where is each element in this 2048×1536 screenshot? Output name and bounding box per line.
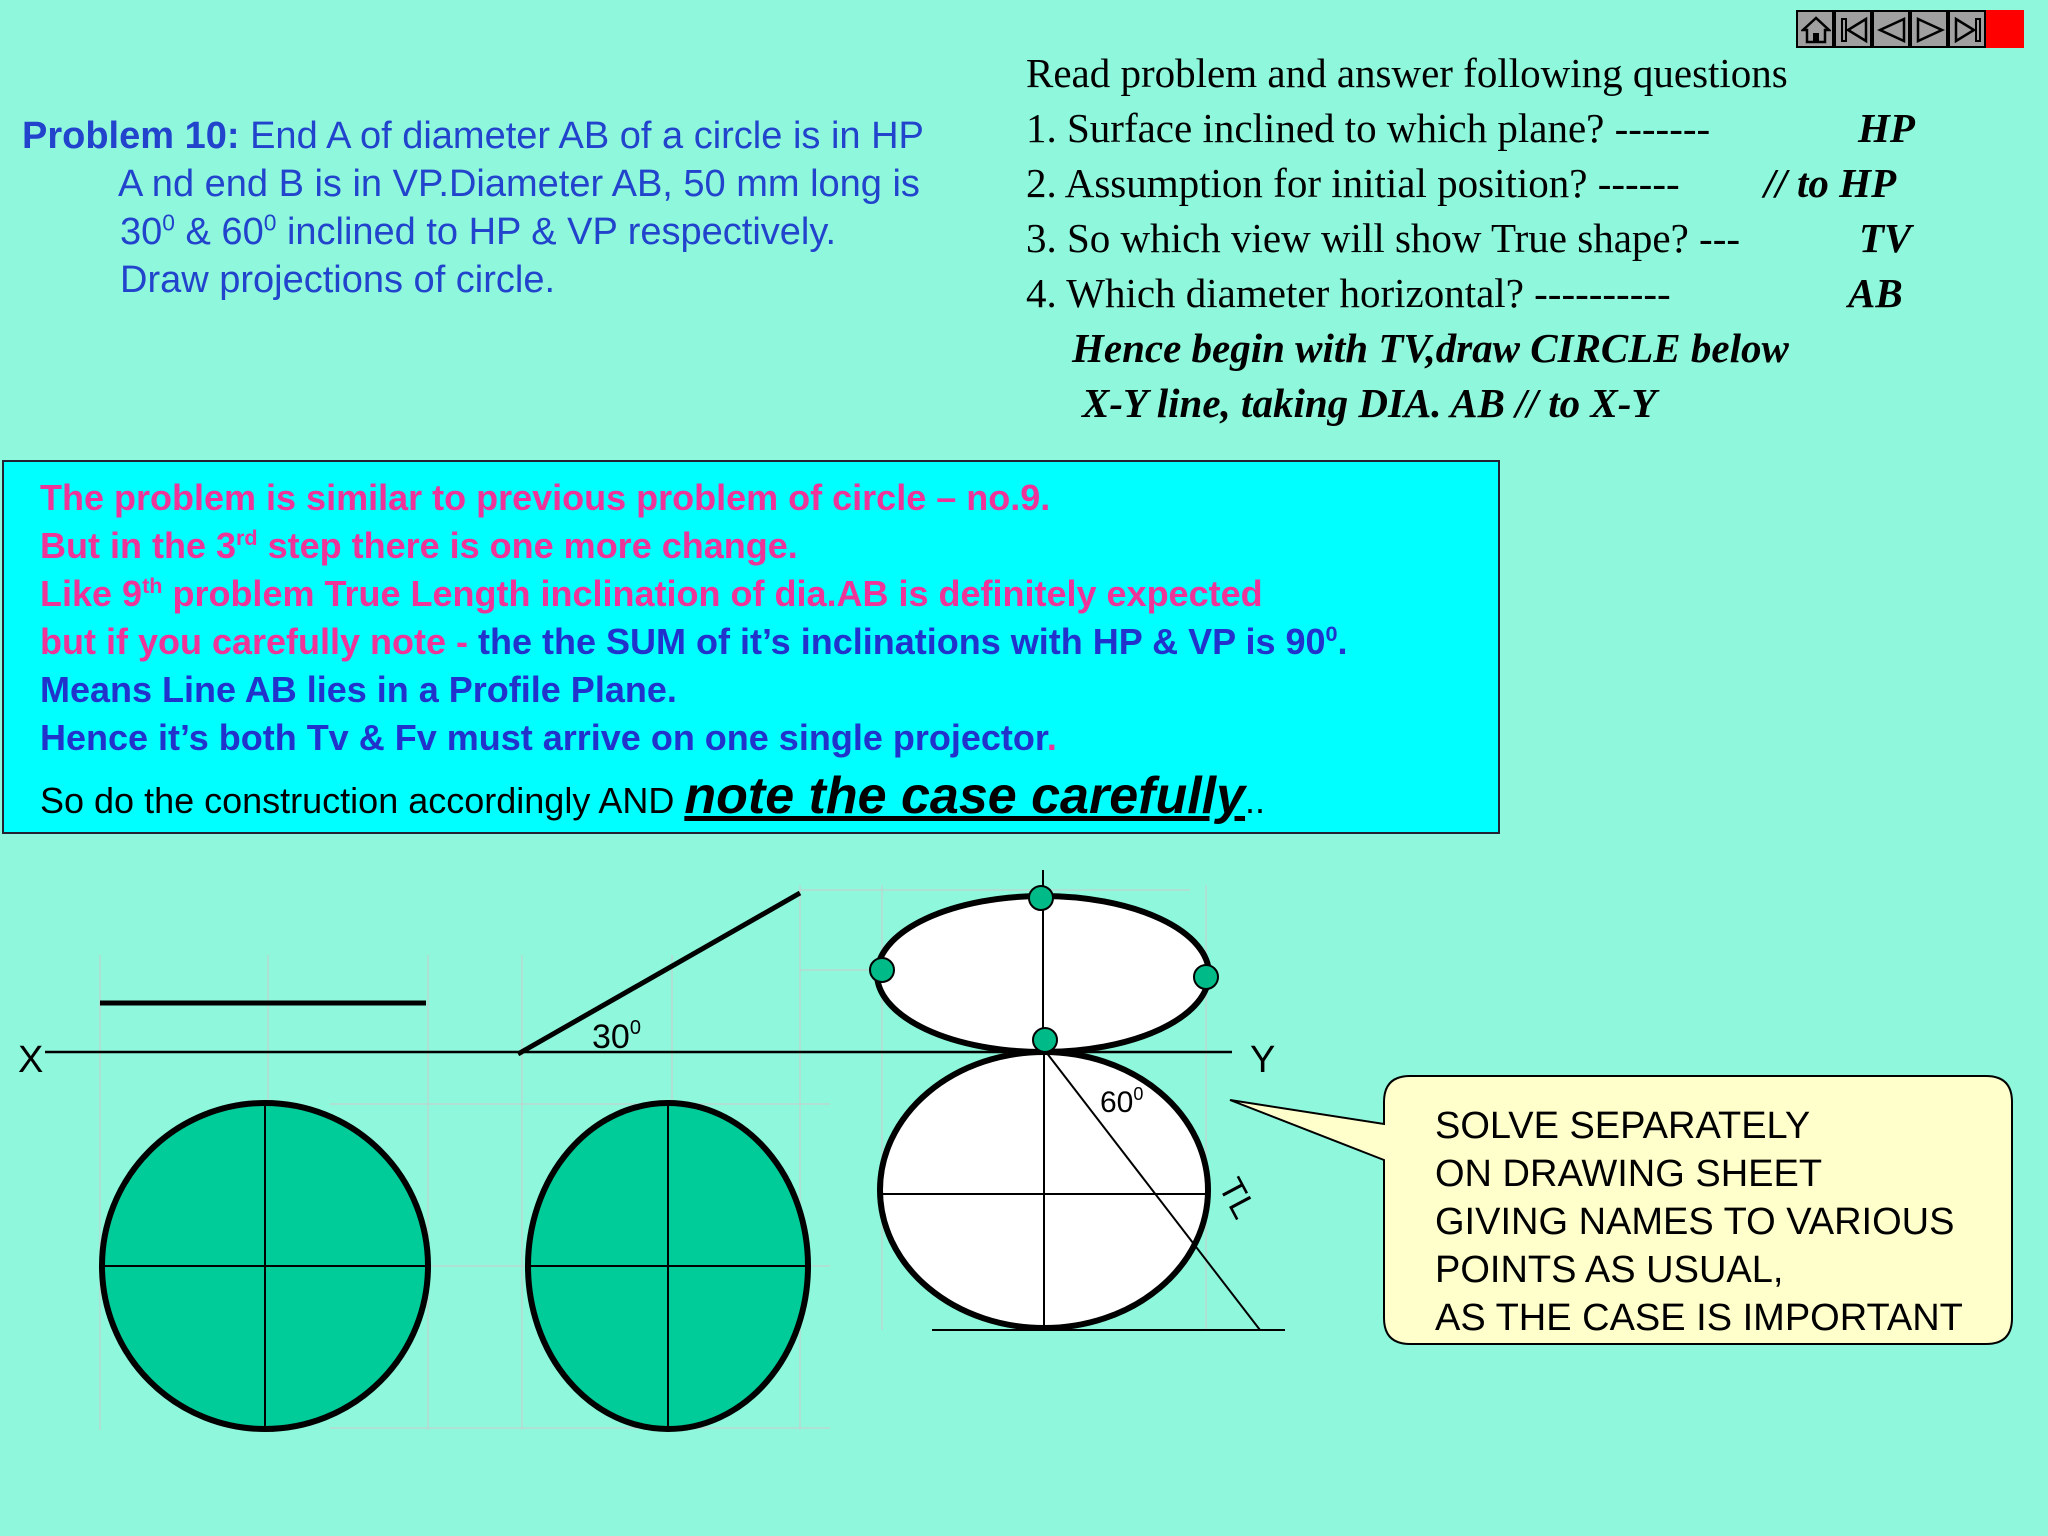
y-label: Y [1250,1039,1276,1081]
question-2: 2. Assumption for initial position? ------ // to HP [1026,156,2026,211]
problem-line-4: Draw projections of circle. [120,259,556,301]
problem-line-3: $30^0$ & $60^0$ inclined to HP & VP respectively. [120,209,837,253]
problem-line-2: A nd end B is in VP.Diameter AB, 50 mm long is [118,163,920,205]
info-line-6: Hence it’s both Tv & Fv must arrive on one single projector. [40,717,1057,758]
info-line-3: Like 9th problem True Length inclination of dia.AB is definitely expected [40,573,1263,614]
answer-4: AB [1848,270,1903,316]
callout-text [1435,1102,1963,1342]
answer-1: HP [1858,105,1915,151]
info-line-1: The problem is similar to previous problem of circle – no.9. [40,477,1051,518]
problem-line-1: End A of diameter AB of a circle is in HP [239,115,924,157]
angle-60-label: $60^0$ [1100,1084,1144,1119]
x-label: X [18,1039,44,1081]
info-line-5: Means Line AB lies in a Profile Plane. [40,669,677,710]
callout-line-5: AS THE CASE IS IMPORTANT [1435,1297,1963,1339]
info-line-4: but if you carefully note - the the SUM of it’s inclinations with HP & VP is $90^0$. [40,621,1348,662]
callout-line-1: SOLVE SEPARATELY [1435,1105,1811,1147]
problem-label: Problem 10: [22,115,240,157]
angle-30-label: $30^0$ [592,1017,641,1056]
info-line-2: But in the 3rd step there is one more change. [40,525,798,566]
question-3: 3. So which view will show True shape? --- TV [1026,211,2026,266]
answer-2: // to HP [1764,160,1897,206]
callout-line-3: GIVING NAMES TO VARIOUS [1435,1201,1955,1243]
hence-line-1: Hence begin with TV,draw CIRCLE below [1072,325,1789,371]
note-emphasis: note the case carefully [684,767,1246,825]
answer-3: TV [1859,215,1912,261]
hence-line-2: X-Y line, taking DIA. AB // to X-Y [1082,380,1657,426]
questions-intro: Read problem and answer following questions [1026,50,1788,96]
question-1: 1. Surface inclined to which plane? ------- HP [1026,101,2026,156]
callout-line-2: ON DRAWING SHEET [1435,1153,1823,1195]
fv-line-inclined [518,893,800,1054]
question-4: 4. Which diameter horizontal? ---------- AB [1026,266,2026,321]
tl-label: TL [1210,1171,1264,1225]
info-line-7: So do the construction accordingly AND note the case carefully.. [40,767,1266,825]
callout-line-4: POINTS AS USUAL, [1435,1249,1784,1291]
